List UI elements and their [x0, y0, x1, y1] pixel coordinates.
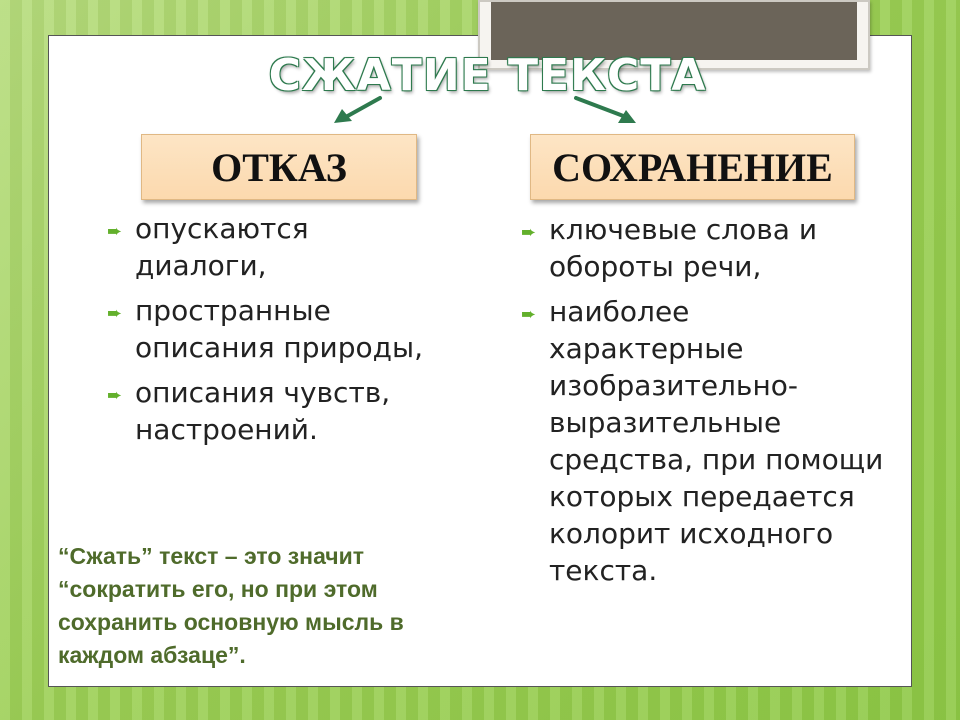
- arrows: [320, 90, 650, 130]
- arrow-bullet-icon: ➨: [107, 221, 123, 242]
- refusal-list: [107, 210, 427, 456]
- list-item-text: описания чувств, настроений.: [135, 376, 391, 446]
- preservation-list: [521, 211, 891, 597]
- list-item-text: наиболее характерные изобразительно-выразительные средства, при помощи которых передается колорит исходного текста.: [549, 295, 884, 587]
- list-item-text: ключевые слова и обороты речи,: [549, 213, 818, 283]
- list-item-text: опускаются диалоги,: [135, 212, 309, 282]
- list-item: [107, 374, 427, 448]
- preservation-box: СОХРАНЕНИЕ: [530, 134, 855, 200]
- arrow-bullet-icon: ➨: [521, 222, 537, 243]
- arrow-bullet-icon: ➨: [107, 303, 123, 324]
- arrow-bullet-icon: ➨: [521, 304, 537, 325]
- definition-quote: “Сжать” текст – это значит “сократить его, но при этом сохранить основную мысль в каждом абзаце”.: [58, 543, 404, 668]
- list-item: [521, 293, 891, 589]
- list-item: [521, 211, 891, 285]
- list-item-text: пространные описания природы,: [135, 294, 423, 364]
- refusal-box: ОТКАЗ: [141, 134, 417, 200]
- list-item: [107, 292, 427, 366]
- list-item: [107, 210, 427, 284]
- arrow-down-left-icon: [334, 98, 380, 123]
- slide-title: СЖАТИЕ ТЕКСТА: [268, 50, 707, 101]
- arrow-bullet-icon: ➨: [107, 385, 123, 406]
- arrow-down-right-icon: [576, 98, 636, 123]
